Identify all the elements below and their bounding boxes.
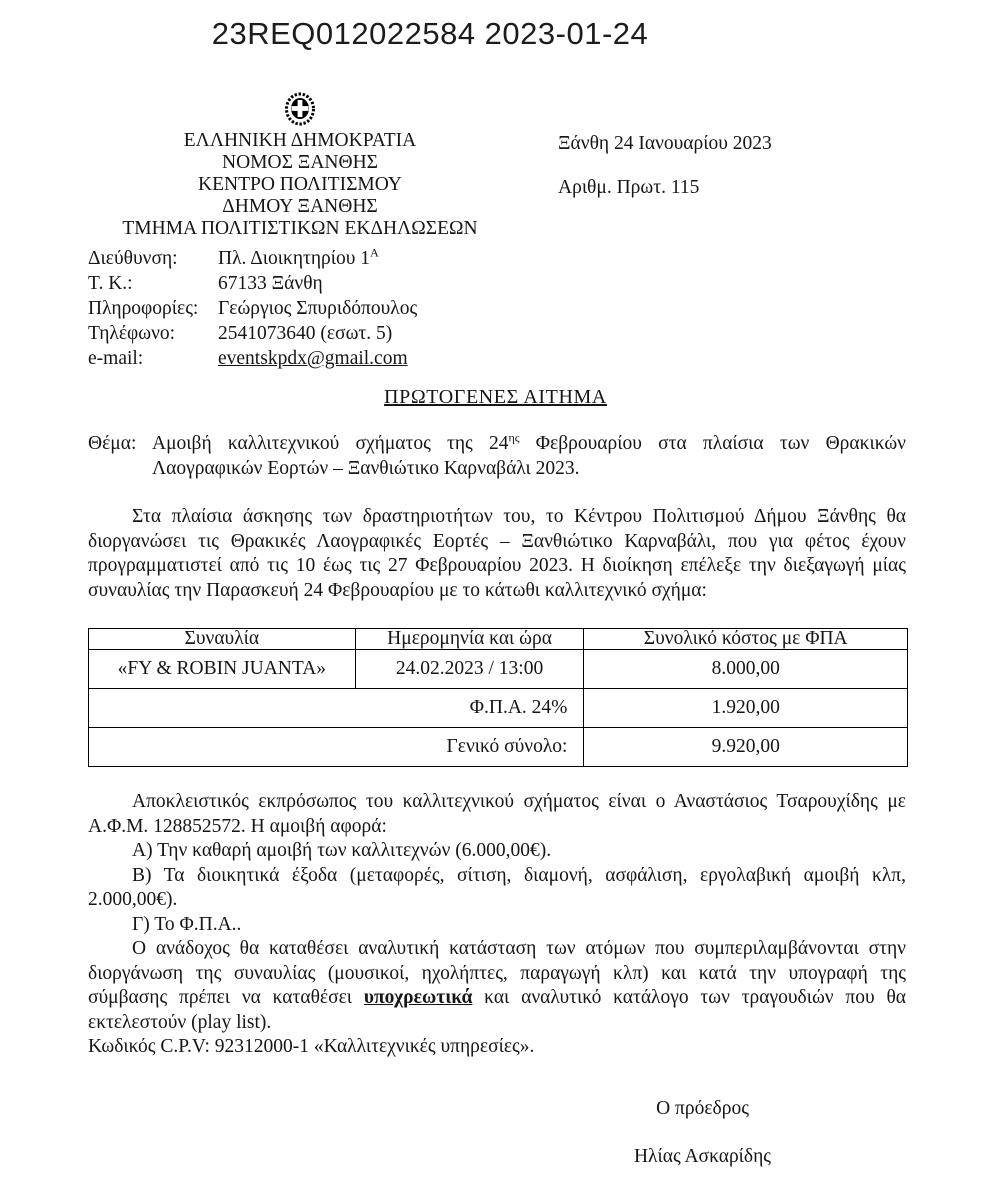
subject-text-part1: Αμοιβή καλλιτεχνικού σχήματος της 24 [152, 433, 509, 454]
column-header-cost: Συνολικό κόστος με ΦΠΑ [584, 629, 908, 650]
protocol-number: Αριθμ. Πρωτ. 115 [558, 177, 700, 198]
fee-item-c: Γ) Το Φ.Π.Α.. [132, 913, 242, 935]
contact-value: Γεώργιος Σπυριδόπουλος [218, 298, 418, 319]
cell-concert-name: «FY & ROBIN JUANTA» [89, 650, 356, 689]
org-line-4: ΔΗΜΟΥ ΞΑΝΘΗΣ [222, 196, 378, 217]
cost-table [88, 628, 908, 767]
header-org-block [60, 90, 540, 240]
contact-label: Τηλέφωνο: [88, 323, 176, 344]
vat-row [89, 689, 908, 728]
representative-paragraph: Αποκλειστικός εκπρόσωπος του καλλιτεχνικού σχήματος είναι ο Αναστάσιος Τσαρουχίδης με Α.Φ.Μ. 128852572. Η αμοιβή αφορά: [88, 791, 906, 837]
mandatory-emphasis: υποχρεωτικά [363, 987, 473, 1008]
total-label: Γενικό σύνολο: [89, 728, 584, 767]
address-superscript: Α [370, 245, 379, 260]
column-header-datetime: Ημερομηνία και ώρα [355, 629, 584, 650]
cpv-code-line: Κωδικός C.P.V: 92312000-1 «Καλλιτεχνικές υπηρεσίες». [88, 1036, 535, 1057]
column-header-concert: Συναυλία [89, 629, 356, 650]
contact-row-phone [88, 321, 548, 346]
intro-section [88, 505, 906, 603]
contractor-text-part2: και αναλυτικό κατάλογο των τραγουδιών που θα εκτελεστούν (play list). [88, 987, 906, 1033]
contractor-paragraph [88, 937, 906, 1035]
place-date: Ξάνθη 24 Ιανουαρίου 2023 [558, 133, 772, 154]
signature-block [560, 1098, 845, 1168]
subject-block [88, 431, 906, 481]
cell-cost: 8.000,00 [584, 650, 908, 689]
body-section [88, 790, 906, 1060]
contact-value: 67133 Ξάνθη [218, 273, 323, 294]
contact-label: Πληροφορίες: [88, 298, 199, 319]
contact-label: Διεύθυνση: [88, 248, 178, 269]
vat-label: Φ.Π.Α. 24% [89, 689, 584, 728]
contact-block [88, 246, 548, 371]
contact-value [218, 246, 379, 271]
contact-label: Τ. Κ.: [88, 273, 133, 294]
table-row [89, 650, 908, 689]
cell-datetime: 24.02.2023 / 13:00 [355, 650, 584, 689]
email-address: eventskpdx@gmail.com [218, 348, 408, 369]
table-header-row [89, 629, 908, 650]
document-title-text: ΠΡΩΤΟΓΕΝΕΣ ΑΙΤΗΜΑ [384, 386, 607, 408]
greek-coat-of-arms-icon [60, 90, 540, 130]
contact-row-info [88, 296, 548, 321]
subject-text-part2: Φεβρουαρίου στα πλαίσια των Θρακικών Λαογραφικών Εορτών – Ξανθιώτικο Καρναβάλι 2023. [152, 433, 906, 479]
subject-superscript: ης [508, 430, 520, 445]
org-line-2: ΝΟΜΟΣ ΞΑΝΘΗΣ [221, 152, 379, 173]
contact-label: e-mail: [88, 348, 144, 369]
fee-item-b: Β) Τα διοικητικά έξοδα (μεταφορές, σίτιση, διαμονή, ασφάλιση, εργολαβική αμοιβή κλπ, 2.000,00€). [88, 864, 906, 910]
subject-label: Θέμα: [88, 433, 137, 454]
contact-value: 2541073640 (εσωτ. 5) [218, 323, 393, 344]
fee-item-a: Α) Την καθαρή αμοιβή των καλλιτεχνών (6.000,00€). [132, 840, 552, 861]
subject-text [152, 431, 906, 481]
org-line-1: ΕΛΛΗΝΙΚΗ ΔΗΜΟΚΡΑΤΙΑ [183, 130, 417, 151]
contractor-text-part1: Ο ανάδοχος θα καταθέσει αναλυτική κατάσταση των ατόμων που συμπεριλαμβάνονται στην διοργάνωση της συναυλίας (μουσικοί, ηχολήπτες, παραγωγή κλπ) και κατά την υπογραφή της σύμβασης πρέπει να καταθέσει [88, 938, 906, 1008]
contact-row-postcode [88, 271, 548, 296]
header-date-block [558, 133, 772, 199]
registry-code: 23REQ012022584 2023-01-24 [211, 16, 649, 51]
org-line-3: ΚΕΝΤΡΟ ΠΟΛΙΤΙΣΜΟΥ [198, 174, 402, 195]
document-title [0, 386, 991, 409]
org-line-5: ΤΜΗΜΑ ΠΟΛΙΤΙΣΤΙΚΩΝ ΕΚΔΗΛΩΣΕΩΝ [122, 218, 478, 239]
contact-row-address [88, 246, 548, 271]
vat-value: 1.920,00 [584, 689, 908, 728]
total-value: 9.920,00 [584, 728, 908, 767]
address-text: Πλ. Διοικητηρίου 1 [218, 248, 371, 269]
total-row [89, 728, 908, 767]
signature-role: Ο πρόεδρος [656, 1098, 749, 1119]
contact-row-email [88, 346, 548, 371]
signature-name: Ηλίας Ασκαρίδης [633, 1146, 772, 1167]
intro-paragraph: Στα πλαίσια άσκησης των δραστηριοτήτων του, το Κέντρου Πολιτισμού Δήμου Ξάνθης θα διοργανώσει τις Θρακικές Λαογραφικές Εορτές – Ξανθιώτικο Καρναβάλι, που για φέτος έχουν προγραμματιστεί από τις 10 έως τις 27 Φεβρουαρίου 2023. Η διοίκηση επέλεξε την διεξαγωγή μίας συναυλίας την Παρασκευή 24 Φεβρουαρίου με το κάτωθι καλλιτεχνικό σχήμα: [88, 506, 906, 601]
